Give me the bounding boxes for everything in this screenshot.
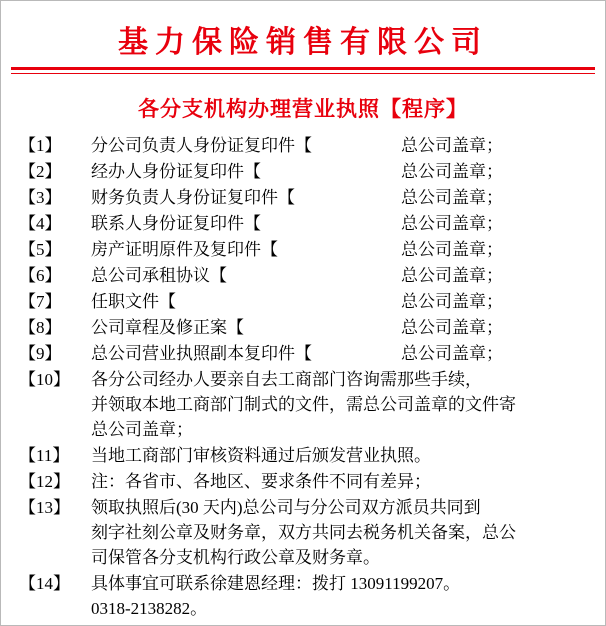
list-item-body — [75, 341, 591, 366]
document-title: 各分支机构办理营业执照【程序】 — [138, 97, 468, 121]
list-item-tail: 总公司盖章； — [401, 344, 503, 363]
list-item-body — [75, 133, 591, 158]
list-item-text — [75, 469, 591, 494]
list-item-number: 【13】 — [19, 498, 70, 517]
list-item-line: 当地工商部门审核资料通过后颁发营业执照。 — [91, 446, 431, 465]
list-item — [19, 469, 591, 494]
list-item — [19, 315, 591, 340]
list-item — [19, 443, 591, 468]
list-item-body — [75, 237, 591, 262]
list-item-text — [75, 367, 591, 442]
list-item-text — [75, 571, 591, 621]
list-item-body — [75, 289, 591, 314]
procedure-list — [19, 133, 591, 621]
list-item-line: 司保管各分支机构行政公章及财务章。 — [91, 548, 380, 567]
list-item-text — [75, 443, 591, 468]
list-item — [19, 341, 591, 366]
list-item-tail: 总公司盖章； — [401, 162, 503, 181]
list-item-body — [75, 315, 591, 340]
list-item-line: 领取执照后(30 天内)总公司与分公司双方派员共同到 — [91, 498, 481, 517]
list-item-tail: 总公司盖章； — [401, 292, 503, 311]
list-item-number: 【11】 — [19, 446, 70, 465]
list-item-number: 【6】 — [19, 266, 62, 285]
list-item-number: 【1】 — [19, 136, 62, 155]
list-item-body — [75, 185, 591, 210]
list-item-text: 分公司负责人身份证复印件【 — [91, 136, 312, 155]
list-item-tail: 总公司盖章； — [401, 266, 503, 285]
list-item-number: 【10】 — [19, 370, 70, 389]
list-item-body — [75, 367, 591, 442]
list-item-body — [75, 469, 591, 494]
divider-thin-line — [11, 73, 595, 74]
list-item-text: 财务负责人身份证复印件【 — [91, 188, 295, 207]
list-item — [19, 263, 591, 288]
list-item-text: 总公司承租协议【 — [91, 266, 227, 285]
list-item-number: 【9】 — [19, 344, 62, 363]
list-item-body — [75, 571, 591, 621]
list-item — [19, 237, 591, 262]
list-item-body — [75, 263, 591, 288]
list-item-text: 经办人身份证复印件【 — [91, 162, 261, 181]
list-item — [19, 159, 591, 184]
company-title: 基力保险销售有限公司 — [118, 26, 488, 59]
list-item-number: 【8】 — [19, 318, 62, 337]
divider-thick-line — [11, 67, 595, 70]
list-item-tail: 总公司盖章； — [401, 214, 503, 233]
list-item-number: 【3】 — [19, 188, 62, 207]
list-item-number: 【14】 — [19, 574, 70, 593]
header-divider — [11, 67, 595, 79]
list-item-tail: 总公司盖章； — [401, 136, 503, 155]
list-item-number: 【7】 — [19, 292, 62, 311]
list-item-line: 0318-2138282。 — [91, 599, 208, 618]
list-item — [19, 571, 591, 621]
list-item-number: 【4】 — [19, 214, 62, 233]
list-item-tail: 总公司盖章； — [401, 318, 503, 337]
list-item-number: 【12】 — [19, 472, 70, 491]
list-item-text: 任职文件【 — [91, 292, 176, 311]
list-item-number: 【2】 — [19, 162, 62, 181]
list-item-text: 联系人身份证复印件【 — [91, 214, 261, 233]
list-item-line: 具体事宜可联系徐建恩经理：拨打 13091199207。 — [91, 574, 461, 593]
list-item-body — [75, 495, 591, 570]
list-item-body — [75, 443, 591, 468]
list-item-tail: 总公司盖章； — [401, 240, 503, 259]
list-item-text — [75, 495, 591, 570]
list-item-tail: 总公司盖章； — [401, 188, 503, 207]
list-item-line: 刻字社刻公章及财务章，双方共同去税务机关备案，总公 — [91, 523, 516, 542]
list-item — [19, 133, 591, 158]
list-item-text: 房产证明原件及复印件【 — [91, 240, 278, 259]
list-item — [19, 289, 591, 314]
list-item-line: 总公司盖章； — [91, 420, 193, 439]
list-item — [19, 211, 591, 236]
list-item-line: 各分公司经办人要亲自去工商部门咨询需那些手续， — [91, 370, 482, 389]
list-item-text: 公司章程及修正案【 — [91, 318, 244, 337]
list-item — [19, 367, 591, 442]
list-item-body — [75, 211, 591, 236]
list-item-body — [75, 159, 591, 184]
list-item-text: 总公司营业执照副本复印件【 — [91, 344, 312, 363]
list-item-line: 并领取本地工商部门制式的文件，需总公司盖章的文件寄 — [91, 395, 516, 414]
list-item-line: 注：各省市、各地区、要求条件不同有差异； — [91, 472, 431, 491]
list-item-number: 【5】 — [19, 240, 62, 259]
list-item — [19, 495, 591, 570]
list-item — [19, 185, 591, 210]
